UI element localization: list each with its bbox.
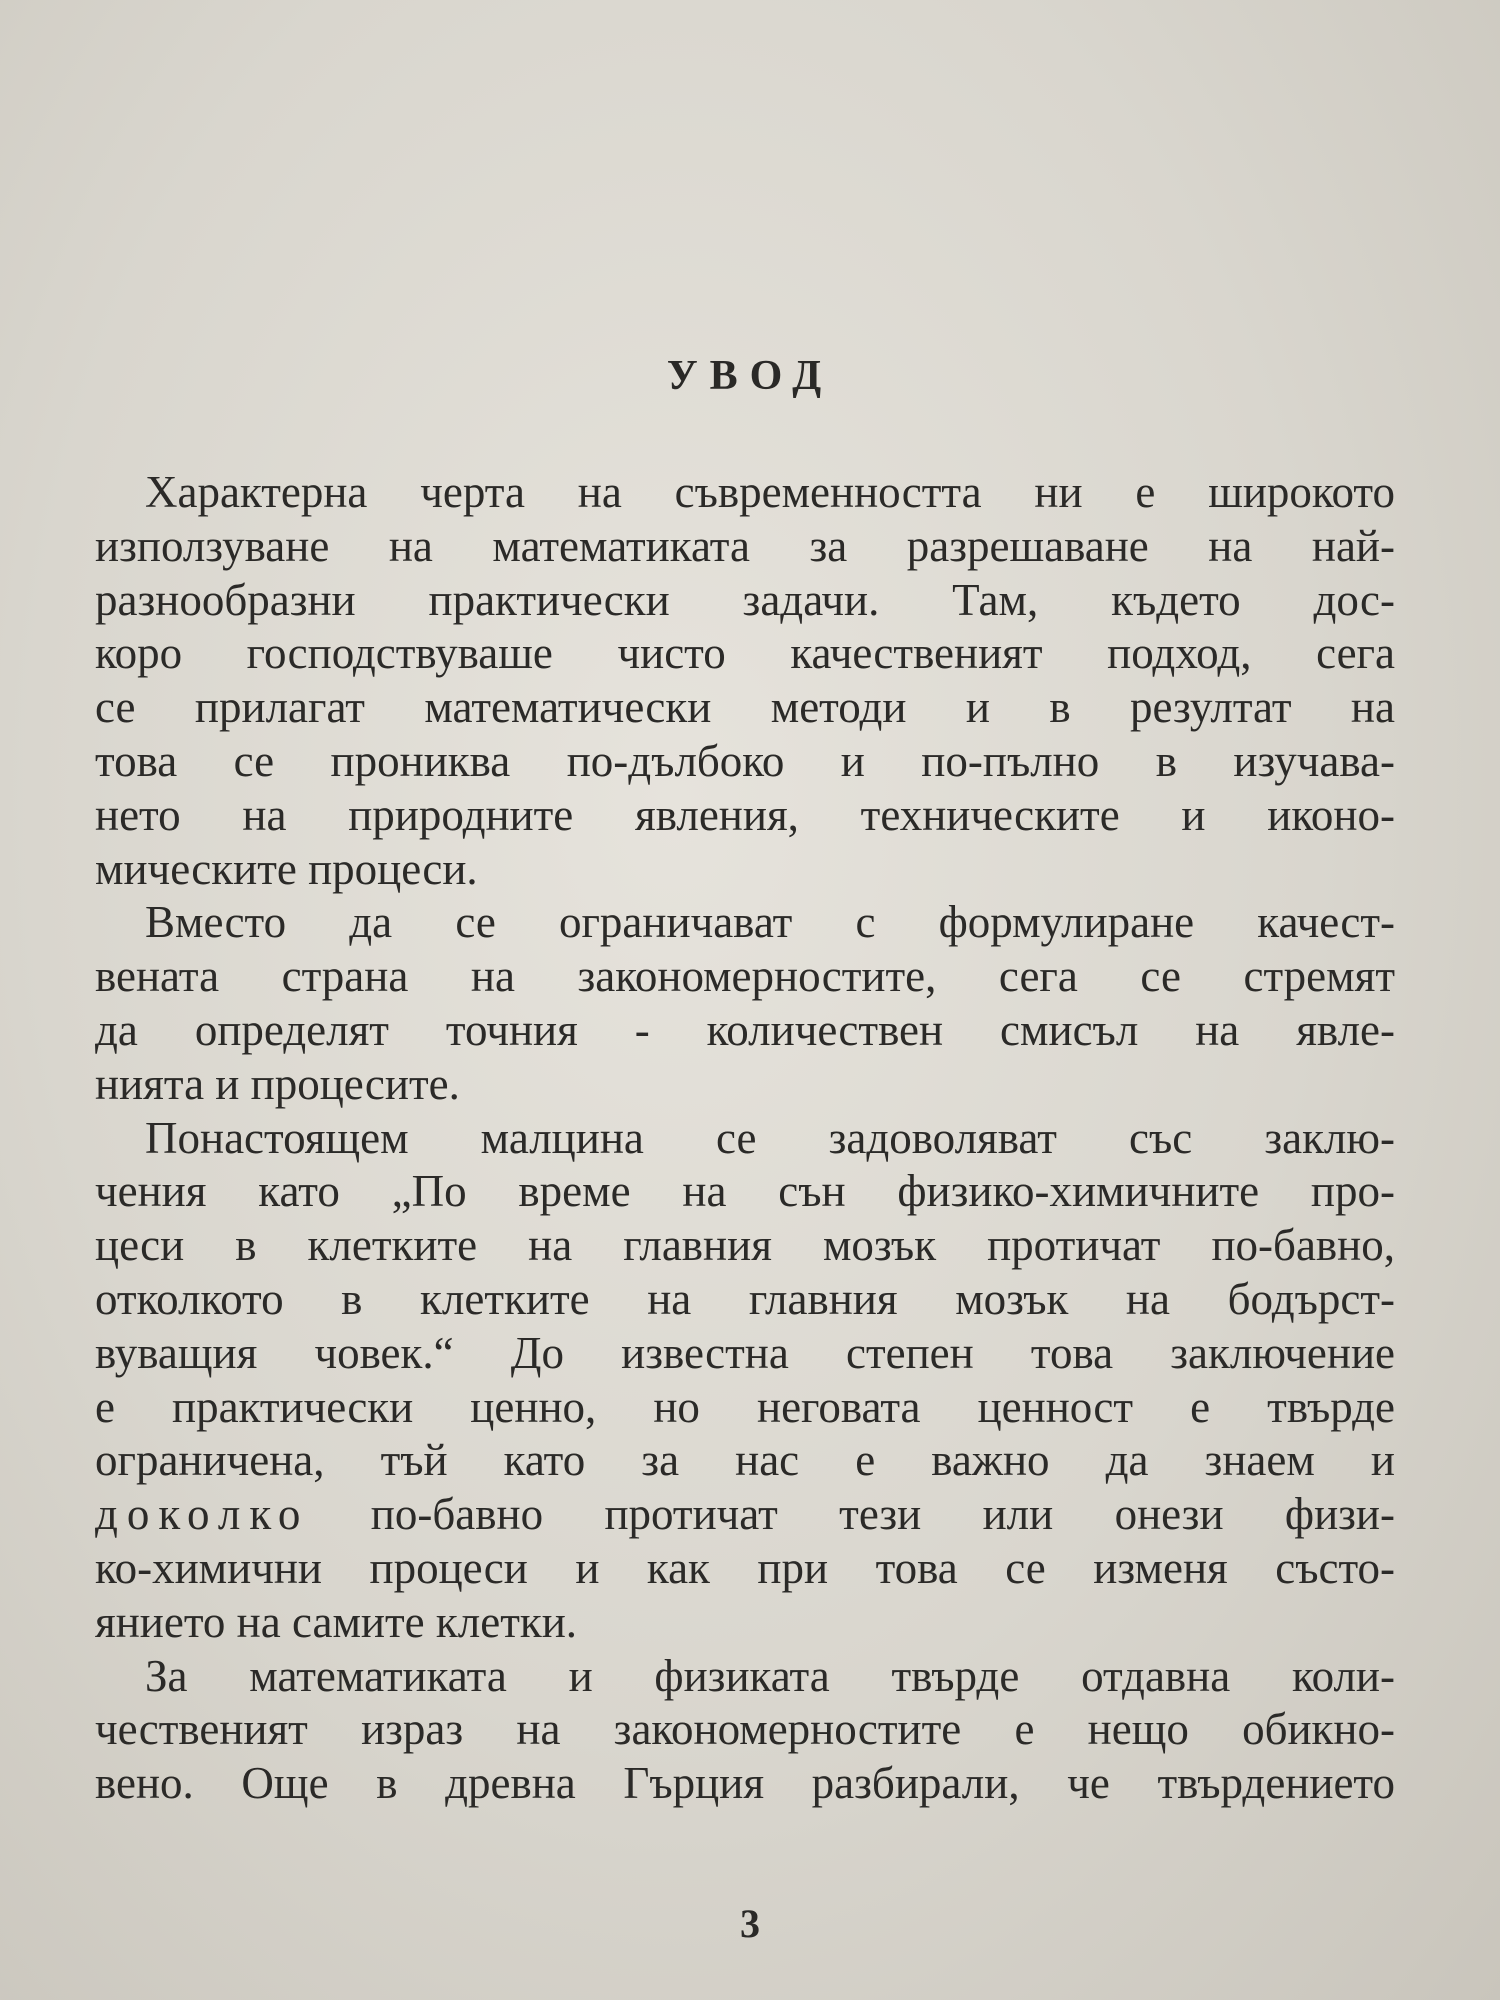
text-line: Вместо да се ограничават с формулиране качест- bbox=[145, 897, 1395, 948]
emphasized-word: доколко bbox=[95, 1489, 310, 1540]
text-line: Понастоящем малцина се задоволяват със заклю- bbox=[145, 1112, 1395, 1163]
text-line: нията и процесите. bbox=[95, 1058, 460, 1109]
body-text bbox=[95, 466, 1395, 1811]
text-line: използуване на математиката за разрешаване на най- bbox=[95, 520, 1395, 571]
text-line: Характерна черта на съвременността ни е широкото bbox=[145, 467, 1395, 517]
text-line: ограничена, тъй като за нас е важно да знаем и bbox=[95, 1435, 1395, 1486]
text-line: вената страна на закономерностите, сега се стремят bbox=[95, 951, 1395, 1002]
paragraph-2 bbox=[95, 896, 1395, 1111]
page-number: 3 bbox=[740, 1901, 760, 1946]
text-line: вено. Още в древна Гърция разбирали, че твърдението bbox=[95, 1758, 1395, 1809]
text-line: цеси в клетките на главния мозък протичат по-бавно, bbox=[95, 1220, 1395, 1271]
paragraph-4 bbox=[95, 1650, 1395, 1811]
text-line: разнообразни практически задачи. Там, където дос- bbox=[95, 574, 1395, 625]
text-line: да определят точния - количествен смисъл на явле- bbox=[95, 1004, 1395, 1055]
text-line: янието на самите клетки. bbox=[95, 1596, 578, 1647]
text-line: чественият израз на закономерностите е нещо обикно- bbox=[95, 1704, 1395, 1755]
text-line: чения като „По време на сън физико-химичните про- bbox=[95, 1166, 1395, 1217]
paragraph-3 bbox=[95, 1112, 1395, 1650]
text-line: ко-химични процеси и как при това се изменя състо- bbox=[95, 1542, 1395, 1593]
text-line: нето на природните явления, техническите и иконо- bbox=[95, 789, 1395, 840]
chapter-heading: УВОД bbox=[666, 353, 834, 399]
text-line: коро господствуваше чисто качественият подход, сега bbox=[95, 628, 1395, 679]
text-line: вуващия човек.“ До известна степен това заключение bbox=[95, 1327, 1395, 1378]
text-line: това се прониква по-дълбоко и по-пълно в изучава- bbox=[95, 735, 1395, 786]
text-line: е практически ценно, но неговата ценност е твърде bbox=[95, 1381, 1395, 1432]
text-line: се прилагат математически методи и в резултат на bbox=[95, 682, 1395, 733]
text-line: отколкото в клетките на главния мозък на бодърст- bbox=[95, 1273, 1395, 1324]
text-line-emphasis: доколко по-бавно протичат тези или онези физи- bbox=[95, 1489, 1395, 1540]
text-line: За математиката и физиката твърде отдавна коли- bbox=[145, 1650, 1395, 1701]
paragraph-1 bbox=[95, 466, 1395, 896]
text-line: мическите процеси. bbox=[95, 843, 478, 894]
